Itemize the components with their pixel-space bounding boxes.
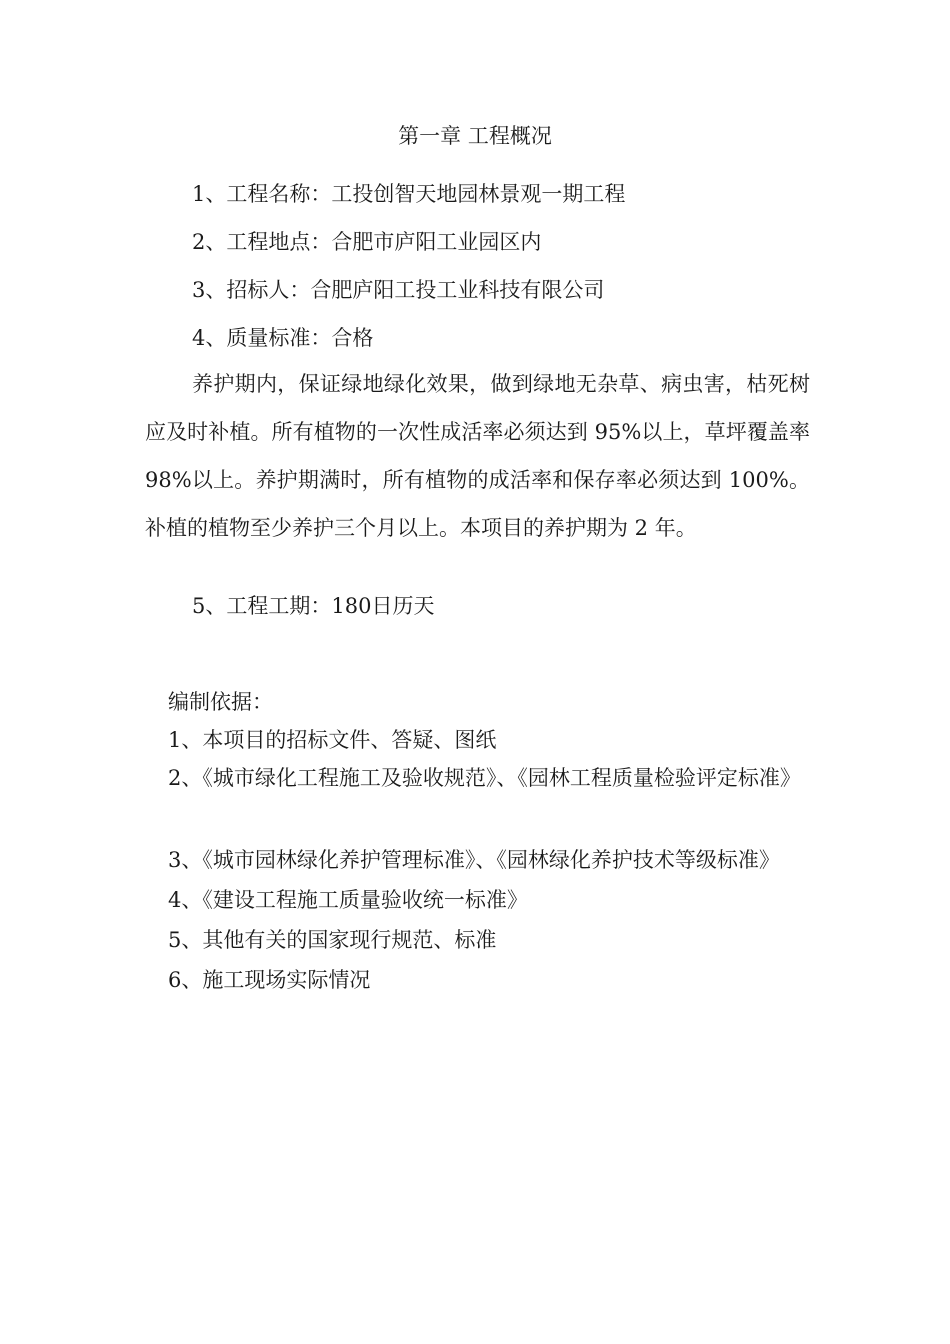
- basis-item: 1、本项目的招标文件、答疑、图纸: [168, 728, 497, 752]
- maintenance-paragraph: 养护期内，保证绿地绿化效果，做到绿地无杂草、病虫害，枯死树应及时补植。所有植物的一次性成活率必须达到 95%以上，草坪覆盖率 98%以上。养护期满时，所有植物的成活率和保存率必须达到 100%。补植的植物至少养护三个月以上。本项目的养护期为 2 年。: [145, 372, 810, 540]
- construction-period-line: 5、工程工期：180日历天: [192, 594, 435, 618]
- tenderer-line: 3、招标人：合肥庐阳工投工业科技有限公司: [192, 278, 605, 302]
- basis-item: 2、《城市绿化工程施工及验收规范》、《园林工程质量检验评定标准》: [168, 766, 801, 790]
- quality-standard-line: 4、质量标准：合格: [192, 326, 374, 350]
- basis-item: 5、其他有关的国家现行规范、标准: [168, 928, 497, 952]
- project-location-line: 2、工程地点：合肥市庐阳工业园区内: [192, 230, 542, 254]
- basis-heading: 编制依据：: [168, 690, 273, 714]
- basis-item: 3、《城市园林绿化养护管理标准》、《园林绿化养护技术等级标准》: [168, 848, 780, 872]
- project-name-line: 1、工程名称：工投创智天地园林景观一期工程: [192, 182, 626, 206]
- basis-item: 6、施工现场实际情况: [168, 968, 371, 992]
- chapter-title: 第一章 工程概况: [398, 124, 552, 148]
- basis-item: 4、《建设工程施工质量验收统一标准》: [168, 888, 528, 912]
